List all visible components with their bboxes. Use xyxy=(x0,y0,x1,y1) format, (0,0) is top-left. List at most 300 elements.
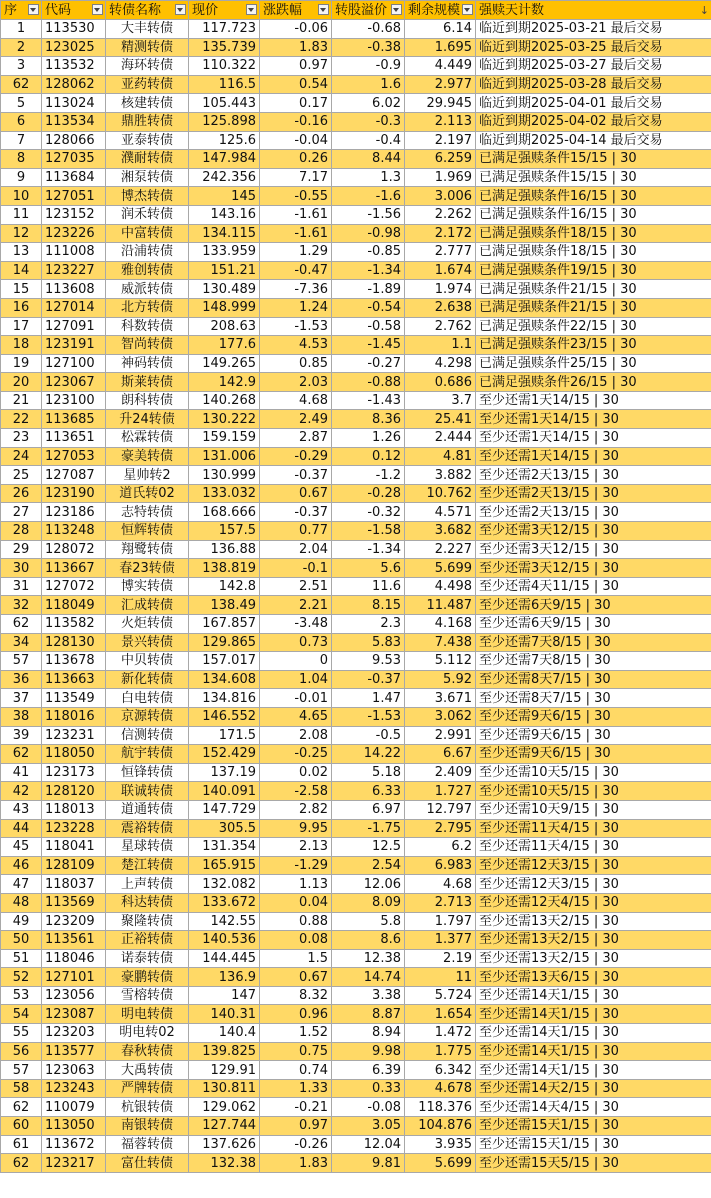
cell-change[interactable]: 0.73 xyxy=(260,633,332,652)
header-price[interactable]: 现价 xyxy=(189,1,260,20)
cell-price[interactable]: 134.115 xyxy=(189,224,260,243)
cell-premium[interactable]: 8.09 xyxy=(332,893,405,912)
header-code[interactable]: 代码 xyxy=(42,1,106,20)
cell-premium[interactable]: 3.05 xyxy=(332,1117,405,1136)
cell-code[interactable]: 127053 xyxy=(42,447,106,466)
cell-price[interactable]: 105.443 xyxy=(189,94,260,113)
cell-price[interactable]: 147 xyxy=(189,986,260,1005)
table-row[interactable] xyxy=(1,949,711,968)
table-row[interactable] xyxy=(1,224,711,243)
cell-bond-name[interactable]: 信测转债 xyxy=(106,726,189,745)
cell-index[interactable]: 47 xyxy=(1,875,42,894)
cell-bond-name[interactable]: 京源转债 xyxy=(106,707,189,726)
cell-redeem-count[interactable]: 至少还需14天1/15 | 30 xyxy=(476,1061,711,1080)
cell-code[interactable]: 118037 xyxy=(42,875,106,894)
cell-price[interactable]: 133.032 xyxy=(189,484,260,503)
cell-price[interactable]: 140.31 xyxy=(189,1005,260,1024)
cell-price[interactable]: 132.38 xyxy=(189,1154,260,1173)
cell-price[interactable]: 116.5 xyxy=(189,75,260,94)
cell-change[interactable]: 0.74 xyxy=(260,1061,332,1080)
cell-price[interactable]: 117.723 xyxy=(189,20,260,39)
cell-redeem-count[interactable]: 至少还需1天14/15 | 30 xyxy=(476,410,711,429)
table-row[interactable] xyxy=(1,875,711,894)
table-row[interactable] xyxy=(1,707,711,726)
cell-code[interactable]: 113608 xyxy=(42,280,106,299)
cell-price[interactable]: 149.265 xyxy=(189,354,260,373)
cell-premium[interactable]: -1.34 xyxy=(332,540,405,559)
cell-code[interactable]: 113549 xyxy=(42,689,106,708)
cell-bond-name[interactable]: 威派转债 xyxy=(106,280,189,299)
cell-premium[interactable]: 5.18 xyxy=(332,763,405,782)
table-row[interactable] xyxy=(1,912,711,931)
cell-remaining-size[interactable]: 29.945 xyxy=(405,94,476,113)
cell-remaining-size[interactable]: 2.638 xyxy=(405,298,476,317)
cell-remaining-size[interactable]: 4.449 xyxy=(405,57,476,76)
cell-index[interactable]: 38 xyxy=(1,707,42,726)
cell-remaining-size[interactable]: 12.797 xyxy=(405,800,476,819)
cell-redeem-count[interactable]: 临近到期2025-04-14 最后交易 xyxy=(476,131,711,150)
cell-premium[interactable]: 14.22 xyxy=(332,745,405,764)
cell-remaining-size[interactable]: 3.935 xyxy=(405,1135,476,1154)
cell-change[interactable]: 1.83 xyxy=(260,38,332,57)
cell-premium[interactable]: -0.38 xyxy=(332,38,405,57)
cell-remaining-size[interactable]: 5.724 xyxy=(405,986,476,1005)
cell-price[interactable]: 157.017 xyxy=(189,652,260,671)
cell-premium[interactable]: 8.15 xyxy=(332,596,405,615)
cell-remaining-size[interactable]: 4.678 xyxy=(405,1079,476,1098)
cell-bond-name[interactable]: 科达转债 xyxy=(106,893,189,912)
cell-redeem-count[interactable]: 已满足强赎条件15/15 | 30 xyxy=(476,150,711,169)
table-row[interactable] xyxy=(1,1117,711,1136)
cell-change[interactable]: 1.24 xyxy=(260,298,332,317)
cell-bond-name[interactable]: 核建转债 xyxy=(106,94,189,113)
cell-change[interactable]: 0.08 xyxy=(260,931,332,950)
cell-redeem-count[interactable]: 至少还需3天12/15 | 30 xyxy=(476,522,711,541)
header-redeem-count[interactable]: 强赎天计数 ↓ xyxy=(476,1,711,20)
cell-remaining-size[interactable]: 2.762 xyxy=(405,317,476,336)
cell-remaining-size[interactable]: 118.376 xyxy=(405,1098,476,1117)
cell-remaining-size[interactable]: 2.991 xyxy=(405,726,476,745)
cell-change[interactable]: 0.54 xyxy=(260,75,332,94)
cell-redeem-count[interactable]: 已满足强赎条件22/15 | 30 xyxy=(476,317,711,336)
cell-price[interactable]: 130.811 xyxy=(189,1079,260,1098)
cell-price[interactable]: 136.88 xyxy=(189,540,260,559)
cell-price[interactable]: 139.825 xyxy=(189,1042,260,1061)
cell-code[interactable]: 113248 xyxy=(42,522,106,541)
cell-code[interactable]: 127014 xyxy=(42,298,106,317)
cell-change[interactable]: 2.03 xyxy=(260,373,332,392)
cell-index[interactable]: 60 xyxy=(1,1117,42,1136)
cell-remaining-size[interactable]: 5.92 xyxy=(405,670,476,689)
cell-price[interactable]: 130.489 xyxy=(189,280,260,299)
cell-redeem-count[interactable]: 临近到期2025-03-21 最后交易 xyxy=(476,20,711,39)
cell-code[interactable]: 123217 xyxy=(42,1154,106,1173)
cell-bond-name[interactable]: 升24转债 xyxy=(106,410,189,429)
cell-code[interactable]: 118049 xyxy=(42,596,106,615)
cell-redeem-count[interactable]: 临近到期2025-04-01 最后交易 xyxy=(476,94,711,113)
cell-price[interactable]: 127.744 xyxy=(189,1117,260,1136)
cell-premium[interactable]: -0.27 xyxy=(332,354,405,373)
cell-redeem-count[interactable]: 至少还需9天6/15 | 30 xyxy=(476,707,711,726)
cell-redeem-count[interactable]: 至少还需13天2/15 | 30 xyxy=(476,949,711,968)
cell-index[interactable]: 25 xyxy=(1,466,42,485)
cell-code[interactable]: 118041 xyxy=(42,838,106,857)
cell-price[interactable]: 142.9 xyxy=(189,373,260,392)
cell-redeem-count[interactable]: 至少还需2天13/15 | 30 xyxy=(476,484,711,503)
cell-change[interactable]: -0.1 xyxy=(260,559,332,578)
cell-price[interactable]: 134.816 xyxy=(189,689,260,708)
cell-bond-name[interactable]: 春23转债 xyxy=(106,559,189,578)
cell-remaining-size[interactable]: 4.168 xyxy=(405,615,476,634)
cell-price[interactable]: 136.9 xyxy=(189,968,260,987)
table-row[interactable] xyxy=(1,503,711,522)
cell-index[interactable]: 1 xyxy=(1,20,42,39)
table-row[interactable] xyxy=(1,261,711,280)
cell-redeem-count[interactable]: 至少还需9天6/15 | 30 xyxy=(476,726,711,745)
cell-price[interactable]: 305.5 xyxy=(189,819,260,838)
table-row[interactable] xyxy=(1,336,711,355)
cell-change[interactable]: 2.87 xyxy=(260,429,332,448)
cell-index[interactable]: 57 xyxy=(1,1061,42,1080)
cell-remaining-size[interactable]: 2.977 xyxy=(405,75,476,94)
cell-index[interactable]: 24 xyxy=(1,447,42,466)
table-row[interactable] xyxy=(1,1024,711,1043)
cell-code[interactable]: 127087 xyxy=(42,466,106,485)
cell-index[interactable]: 56 xyxy=(1,1042,42,1061)
table-row[interactable] xyxy=(1,596,711,615)
cell-redeem-count[interactable]: 至少还需11天4/15 | 30 xyxy=(476,838,711,857)
cell-remaining-size[interactable]: 6.259 xyxy=(405,150,476,169)
cell-index[interactable]: 48 xyxy=(1,893,42,912)
cell-premium[interactable]: -1.89 xyxy=(332,280,405,299)
cell-redeem-count[interactable]: 至少还需1天14/15 | 30 xyxy=(476,391,711,410)
cell-bond-name[interactable]: 志特转债 xyxy=(106,503,189,522)
cell-premium[interactable]: -1.45 xyxy=(332,336,405,355)
cell-premium[interactable]: 2.54 xyxy=(332,856,405,875)
cell-bond-name[interactable]: 新化转债 xyxy=(106,670,189,689)
cell-change[interactable]: -2.58 xyxy=(260,782,332,801)
cell-bond-name[interactable]: 科数转债 xyxy=(106,317,189,336)
cell-change[interactable]: -0.47 xyxy=(260,261,332,280)
cell-change[interactable]: -0.21 xyxy=(260,1098,332,1117)
cell-index[interactable]: 62 xyxy=(1,1098,42,1117)
table-row[interactable] xyxy=(1,168,711,187)
cell-bond-name[interactable]: 春秋转债 xyxy=(106,1042,189,1061)
cell-premium[interactable]: 12.06 xyxy=(332,875,405,894)
cell-change[interactable]: 4.65 xyxy=(260,707,332,726)
cell-redeem-count[interactable]: 已满足强赎条件16/15 | 30 xyxy=(476,205,711,224)
cell-index[interactable]: 19 xyxy=(1,354,42,373)
cell-code[interactable]: 128120 xyxy=(42,782,106,801)
cell-price[interactable]: 142.8 xyxy=(189,577,260,596)
header-bond-name[interactable]: 转债名称 xyxy=(106,1,189,20)
cell-premium[interactable]: 6.33 xyxy=(332,782,405,801)
cell-bond-name[interactable]: 濮耐转债 xyxy=(106,150,189,169)
cell-remaining-size[interactable]: 6.2 xyxy=(405,838,476,857)
cell-change[interactable]: 0.97 xyxy=(260,57,332,76)
cell-bond-name[interactable]: 道氏转02 xyxy=(106,484,189,503)
table-row[interactable] xyxy=(1,745,711,764)
cell-bond-name[interactable]: 汇成转债 xyxy=(106,596,189,615)
cell-code[interactable]: 127072 xyxy=(42,577,106,596)
cell-redeem-count[interactable]: 至少还需7天8/15 | 30 xyxy=(476,652,711,671)
cell-bond-name[interactable]: 景兴转债 xyxy=(106,633,189,652)
table-row[interactable] xyxy=(1,726,711,745)
cell-index[interactable]: 36 xyxy=(1,670,42,689)
cell-bond-name[interactable]: 南银转债 xyxy=(106,1117,189,1136)
cell-remaining-size[interactable]: 2.409 xyxy=(405,763,476,782)
cell-code[interactable]: 118013 xyxy=(42,800,106,819)
cell-remaining-size[interactable]: 2.197 xyxy=(405,131,476,150)
cell-remaining-size[interactable]: 1.969 xyxy=(405,168,476,187)
cell-bond-name[interactable]: 富仕转债 xyxy=(106,1154,189,1173)
cell-price[interactable]: 143.16 xyxy=(189,205,260,224)
cell-redeem-count[interactable]: 至少还需14天2/15 | 30 xyxy=(476,1079,711,1098)
cell-redeem-count[interactable]: 至少还需13天6/15 | 30 xyxy=(476,968,711,987)
cell-code[interactable]: 123063 xyxy=(42,1061,106,1080)
cell-premium[interactable]: 6.97 xyxy=(332,800,405,819)
cell-index[interactable]: 39 xyxy=(1,726,42,745)
cell-price[interactable]: 140.091 xyxy=(189,782,260,801)
cell-price[interactable]: 165.915 xyxy=(189,856,260,875)
cell-premium[interactable]: 12.04 xyxy=(332,1135,405,1154)
cell-premium[interactable]: 5.8 xyxy=(332,912,405,931)
cell-bond-name[interactable]: 诺泰转债 xyxy=(106,949,189,968)
cell-price[interactable]: 157.5 xyxy=(189,522,260,541)
cell-redeem-count[interactable]: 临近到期2025-03-28 最后交易 xyxy=(476,75,711,94)
cell-remaining-size[interactable]: 3.882 xyxy=(405,466,476,485)
cell-index[interactable]: 49 xyxy=(1,912,42,931)
table-row[interactable] xyxy=(1,838,711,857)
cell-index[interactable]: 62 xyxy=(1,1154,42,1173)
filter-dropdown-icon[interactable] xyxy=(175,4,186,15)
cell-index[interactable]: 8 xyxy=(1,150,42,169)
cell-bond-name[interactable]: 正裕转债 xyxy=(106,931,189,950)
cell-index[interactable]: 15 xyxy=(1,280,42,299)
table-row[interactable] xyxy=(1,763,711,782)
cell-index[interactable]: 18 xyxy=(1,336,42,355)
cell-price[interactable]: 125.898 xyxy=(189,112,260,131)
cell-change[interactable]: 0.67 xyxy=(260,484,332,503)
cell-remaining-size[interactable]: 104.876 xyxy=(405,1117,476,1136)
cell-redeem-count[interactable]: 至少还需14天1/15 | 30 xyxy=(476,1024,711,1043)
cell-premium[interactable]: 0.33 xyxy=(332,1079,405,1098)
cell-bond-name[interactable]: 朗科转债 xyxy=(106,391,189,410)
cell-premium[interactable]: 9.53 xyxy=(332,652,405,671)
cell-price[interactable]: 131.354 xyxy=(189,838,260,857)
cell-change[interactable]: 0.67 xyxy=(260,968,332,987)
table-row[interactable] xyxy=(1,1079,711,1098)
cell-code[interactable]: 123228 xyxy=(42,819,106,838)
table-row[interactable] xyxy=(1,131,711,150)
table-row[interactable] xyxy=(1,429,711,448)
cell-change[interactable]: 1.5 xyxy=(260,949,332,968)
cell-redeem-count[interactable]: 至少还需3天12/15 | 30 xyxy=(476,559,711,578)
cell-redeem-count[interactable]: 至少还需12天3/15 | 30 xyxy=(476,856,711,875)
cell-premium[interactable]: 6.02 xyxy=(332,94,405,113)
cell-bond-name[interactable]: 恒锋转债 xyxy=(106,763,189,782)
cell-code[interactable]: 118016 xyxy=(42,707,106,726)
cell-price[interactable]: 134.608 xyxy=(189,670,260,689)
cell-redeem-count[interactable]: 至少还需2天13/15 | 30 xyxy=(476,503,711,522)
cell-change[interactable]: 0.97 xyxy=(260,1117,332,1136)
cell-change[interactable]: 1.33 xyxy=(260,1079,332,1098)
cell-premium[interactable]: -1.75 xyxy=(332,819,405,838)
cell-code[interactable]: 123173 xyxy=(42,763,106,782)
cell-bond-name[interactable]: 严牌转债 xyxy=(106,1079,189,1098)
cell-redeem-count[interactable]: 已满足强赎条件18/15 | 30 xyxy=(476,243,711,262)
cell-remaining-size[interactable]: 25.41 xyxy=(405,410,476,429)
cell-price[interactable]: 145 xyxy=(189,187,260,206)
cell-remaining-size[interactable]: 4.68 xyxy=(405,875,476,894)
cell-remaining-size[interactable]: 3.671 xyxy=(405,689,476,708)
table-row[interactable] xyxy=(1,112,711,131)
cell-index[interactable]: 41 xyxy=(1,763,42,782)
cell-change[interactable]: 2.51 xyxy=(260,577,332,596)
cell-premium[interactable]: 1.47 xyxy=(332,689,405,708)
cell-remaining-size[interactable]: 3.062 xyxy=(405,707,476,726)
cell-price[interactable]: 135.739 xyxy=(189,38,260,57)
cell-index[interactable]: 29 xyxy=(1,540,42,559)
cell-redeem-count[interactable]: 至少还需15天5/15 | 30 xyxy=(476,1154,711,1173)
header-change[interactable]: 涨跌幅 xyxy=(260,1,332,20)
cell-premium[interactable]: -1.34 xyxy=(332,261,405,280)
table-row[interactable] xyxy=(1,931,711,950)
table-row[interactable] xyxy=(1,689,711,708)
cell-redeem-count[interactable]: 已满足强赎条件19/15 | 30 xyxy=(476,261,711,280)
cell-remaining-size[interactable]: 1.695 xyxy=(405,38,476,57)
cell-remaining-size[interactable]: 3.682 xyxy=(405,522,476,541)
cell-bond-name[interactable]: 星球转债 xyxy=(106,838,189,857)
cell-redeem-count[interactable]: 至少还需1天14/15 | 30 xyxy=(476,447,711,466)
table-row[interactable] xyxy=(1,57,711,76)
cell-price[interactable]: 171.5 xyxy=(189,726,260,745)
cell-price[interactable]: 137.626 xyxy=(189,1135,260,1154)
cell-premium[interactable]: -1.56 xyxy=(332,205,405,224)
cell-redeem-count[interactable]: 至少还需10天5/15 | 30 xyxy=(476,782,711,801)
table-row[interactable] xyxy=(1,577,711,596)
cell-remaining-size[interactable]: 5.699 xyxy=(405,559,476,578)
cell-bond-name[interactable]: 明电转债 xyxy=(106,1005,189,1024)
table-row[interactable] xyxy=(1,968,711,987)
cell-premium[interactable]: 11.6 xyxy=(332,577,405,596)
table-row[interactable] xyxy=(1,1098,711,1117)
cell-bond-name[interactable]: 雅创转债 xyxy=(106,261,189,280)
cell-premium[interactable]: -0.88 xyxy=(332,373,405,392)
cell-premium[interactable]: 8.36 xyxy=(332,410,405,429)
cell-price[interactable]: 208.63 xyxy=(189,317,260,336)
cell-change[interactable]: 1.52 xyxy=(260,1024,332,1043)
cell-code[interactable]: 123231 xyxy=(42,726,106,745)
cell-price[interactable]: 138.49 xyxy=(189,596,260,615)
cell-premium[interactable]: 9.81 xyxy=(332,1154,405,1173)
cell-code[interactable]: 123186 xyxy=(42,503,106,522)
cell-index[interactable]: 43 xyxy=(1,800,42,819)
cell-remaining-size[interactable]: 6.342 xyxy=(405,1061,476,1080)
cell-premium[interactable]: 6.39 xyxy=(332,1061,405,1080)
cell-redeem-count[interactable]: 已满足强赎条件15/15 | 30 xyxy=(476,168,711,187)
cell-remaining-size[interactable]: 2.227 xyxy=(405,540,476,559)
cell-bond-name[interactable]: 智尚转债 xyxy=(106,336,189,355)
cell-premium[interactable]: 5.83 xyxy=(332,633,405,652)
cell-code[interactable]: 128130 xyxy=(42,633,106,652)
cell-code[interactable]: 113667 xyxy=(42,559,106,578)
cell-price[interactable]: 129.865 xyxy=(189,633,260,652)
cell-bond-name[interactable]: 神码转债 xyxy=(106,354,189,373)
cell-code[interactable]: 123087 xyxy=(42,1005,106,1024)
table-row[interactable] xyxy=(1,391,711,410)
cell-index[interactable]: 2 xyxy=(1,38,42,57)
cell-premium[interactable]: -0.37 xyxy=(332,670,405,689)
cell-price[interactable]: 159.159 xyxy=(189,429,260,448)
cell-remaining-size[interactable]: 3.7 xyxy=(405,391,476,410)
table-row[interactable] xyxy=(1,522,711,541)
cell-code[interactable]: 113684 xyxy=(42,168,106,187)
cell-code[interactable]: 113582 xyxy=(42,615,106,634)
table-row[interactable] xyxy=(1,633,711,652)
cell-change[interactable]: 0.02 xyxy=(260,763,332,782)
cell-premium[interactable]: 5.6 xyxy=(332,559,405,578)
cell-index[interactable]: 42 xyxy=(1,782,42,801)
cell-index[interactable]: 32 xyxy=(1,596,42,615)
cell-index[interactable]: 21 xyxy=(1,391,42,410)
cell-premium[interactable]: 9.98 xyxy=(332,1042,405,1061)
cell-bond-name[interactable]: 亚泰转债 xyxy=(106,131,189,150)
cell-redeem-count[interactable]: 至少还需9天6/15 | 30 xyxy=(476,745,711,764)
cell-premium[interactable]: -0.85 xyxy=(332,243,405,262)
cell-code[interactable]: 127035 xyxy=(42,150,106,169)
table-row[interactable] xyxy=(1,819,711,838)
cell-code[interactable]: 123227 xyxy=(42,261,106,280)
cell-code[interactable]: 128109 xyxy=(42,856,106,875)
cell-change[interactable]: 0.77 xyxy=(260,522,332,541)
table-row[interactable] xyxy=(1,150,711,169)
cell-index[interactable]: 61 xyxy=(1,1135,42,1154)
table-row[interactable] xyxy=(1,94,711,113)
cell-bond-name[interactable]: 中富转债 xyxy=(106,224,189,243)
cell-premium[interactable]: 12.38 xyxy=(332,949,405,968)
cell-bond-name[interactable]: 斯莱转债 xyxy=(106,373,189,392)
cell-remaining-size[interactable]: 3.006 xyxy=(405,187,476,206)
table-row[interactable] xyxy=(1,75,711,94)
cell-change[interactable]: 2.13 xyxy=(260,838,332,857)
filter-dropdown-icon[interactable] xyxy=(246,4,257,15)
cell-index[interactable]: 6 xyxy=(1,112,42,131)
cell-change[interactable]: -0.26 xyxy=(260,1135,332,1154)
cell-bond-name[interactable]: 道通转债 xyxy=(106,800,189,819)
cell-remaining-size[interactable]: 0.686 xyxy=(405,373,476,392)
cell-premium[interactable]: -1.2 xyxy=(332,466,405,485)
cell-premium[interactable]: -0.28 xyxy=(332,484,405,503)
cell-remaining-size[interactable]: 4.81 xyxy=(405,447,476,466)
cell-index[interactable]: 7 xyxy=(1,131,42,150)
cell-change[interactable]: 7.17 xyxy=(260,168,332,187)
cell-remaining-size[interactable]: 4.571 xyxy=(405,503,476,522)
table-row[interactable] xyxy=(1,1061,711,1080)
table-row[interactable] xyxy=(1,205,711,224)
cell-bond-name[interactable]: 松霖转债 xyxy=(106,429,189,448)
cell-redeem-count[interactable]: 至少还需8天7/15 | 30 xyxy=(476,689,711,708)
cell-remaining-size[interactable]: 1.974 xyxy=(405,280,476,299)
cell-redeem-count[interactable]: 至少还需3天12/15 | 30 xyxy=(476,540,711,559)
cell-index[interactable]: 62 xyxy=(1,615,42,634)
cell-index[interactable]: 62 xyxy=(1,745,42,764)
cell-remaining-size[interactable]: 2.113 xyxy=(405,112,476,131)
cell-bond-name[interactable]: 豪美转债 xyxy=(106,447,189,466)
table-row[interactable] xyxy=(1,986,711,1005)
cell-index[interactable]: 9 xyxy=(1,168,42,187)
cell-change[interactable]: 0 xyxy=(260,652,332,671)
